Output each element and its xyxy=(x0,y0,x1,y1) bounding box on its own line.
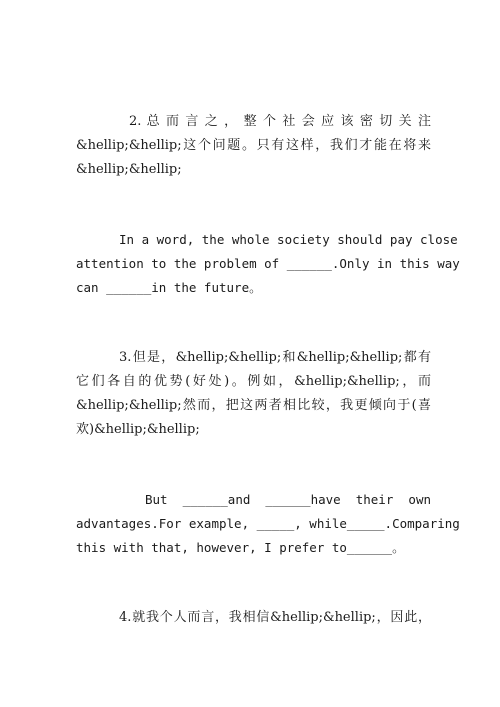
paragraph-2-line-3: can ______in the future。 xyxy=(76,280,262,295)
paragraph-5-line-1: 4.就我个人而言，我相信&hellip;&hellip;，因此， xyxy=(119,610,431,625)
paragraph-1-line-3: &hellip;&hellip; xyxy=(76,162,182,177)
paragraph-3-line-3: &hellip;&hellip;然而，把这两者相比较，我更倾向于(喜 xyxy=(76,398,431,413)
paragraph-2-line-1: In a word, the whole society should pay close xyxy=(119,232,458,247)
paragraph-3-line-2: 它们各自的优势(好处)。例如，&hellip;&hellip;，而 xyxy=(76,374,431,389)
paragraph-1-line-1: 2. 总 而 言 之 ， 整 个 社 会 应 该 密 切 关 注 xyxy=(129,114,431,129)
paragraph-4-line-1: But ______and ______have their own xyxy=(145,492,431,507)
paragraph-3-line-4: 欢)&hellip;&hellip; xyxy=(76,422,200,437)
paragraph-3-line-1: 3.但是，&hellip;&hellip;和&hellip;&hellip;都有 xyxy=(119,350,431,365)
paragraph-2-line-2: attention to the problem of ______.Only in this way xyxy=(76,256,460,271)
paragraph-4-line-2: advantages.For example, _____, while_____.Comparing xyxy=(76,516,460,531)
paragraph-4-line-3: this with that, however, I prefer to______。 xyxy=(76,540,405,555)
paragraph-1-line-2: &hellip;&hellip;这个问题。只有这样，我们才能在将来 xyxy=(76,138,431,153)
